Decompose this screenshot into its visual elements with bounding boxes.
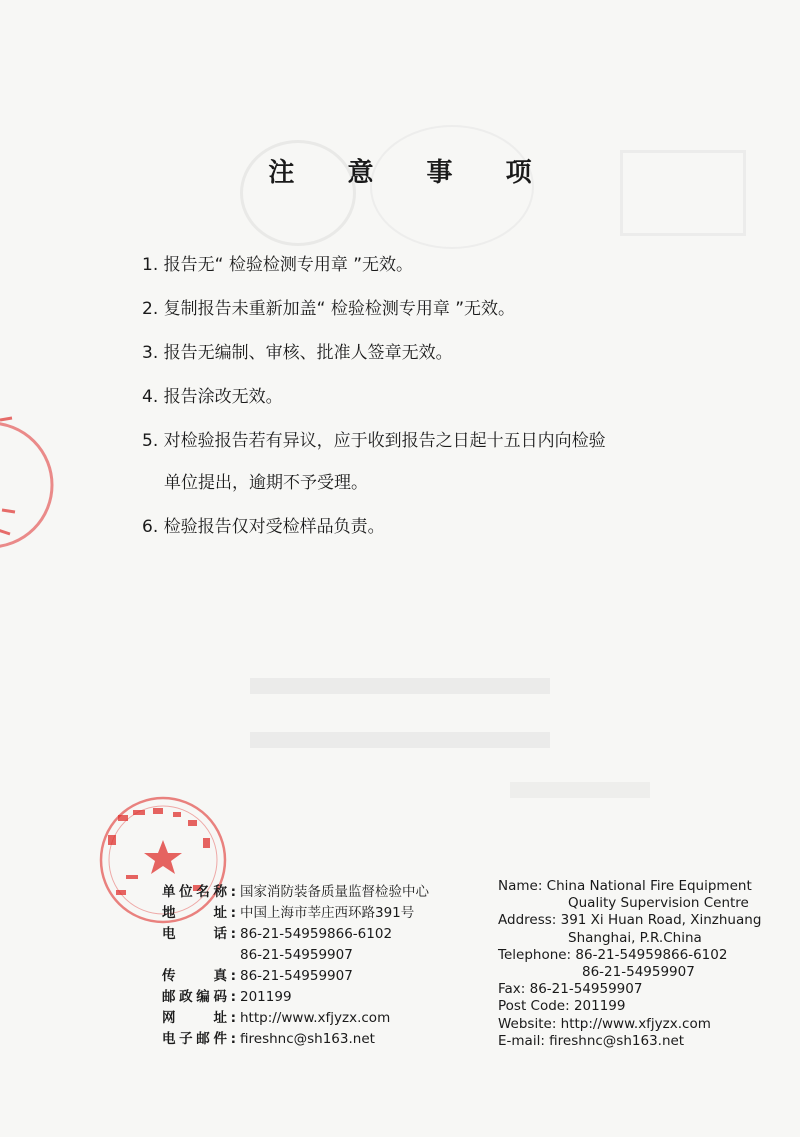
website-value: http://www.xfjyzx.com <box>240 1010 391 1026</box>
page-title: 注 意 事 项 <box>268 158 554 188</box>
contact-row-fax <box>162 966 429 987</box>
notice-number: 1. <box>142 255 159 275</box>
website-label: 网 址: <box>162 1010 236 1026</box>
en-name-line2: Quality Supervision Centre <box>568 895 749 912</box>
email-value: fireshnc@sh163.net <box>240 1031 375 1047</box>
notice-number: 4. <box>142 387 159 407</box>
en-fax: Fax: 86-21-54959907 <box>498 981 643 998</box>
notice-item <box>142 296 762 322</box>
notice-list <box>142 252 762 558</box>
en-telephone-line2: 86-21-54959907 <box>582 964 695 981</box>
notice-continuation: 单位提出，逾期不予受理。 <box>164 473 368 493</box>
address-value: 中国上海市莘庄西环路391号 <box>240 905 415 921</box>
email-label: 电子邮件: <box>162 1031 236 1047</box>
contact-row-address <box>162 903 429 924</box>
notice-number: 3. <box>142 343 159 363</box>
fax-value: 86-21-54959907 <box>240 968 353 984</box>
fax-label: 传 真: <box>162 968 236 984</box>
address-label: 地 址: <box>162 905 236 921</box>
contact-block-chinese <box>162 882 429 1050</box>
contact-block-english <box>498 878 761 1050</box>
phone-label: 电 话: <box>162 926 236 942</box>
notice-number: 6. <box>142 517 159 537</box>
en-address-line1: Address: 391 Xi Huan Road, Xinzhuang <box>498 912 762 929</box>
en-website: Website: http://www.xfjyzx.com <box>498 1015 711 1032</box>
postcode-label: 邮政编码: <box>162 989 236 1005</box>
en-postcode: Post Code: 201199 <box>498 998 626 1015</box>
notice-number: 5. <box>142 431 159 451</box>
contact-row-website <box>162 1008 429 1029</box>
postcode-value: 201199 <box>240 989 292 1005</box>
contact-row-postcode <box>162 987 429 1008</box>
notice-text: 复制报告未重新加盖“ 检验检测专用章 ”无效。 <box>163 299 516 319</box>
organization-name: 国家消防装备质量监督检验中心 <box>240 884 429 900</box>
notice-item <box>142 428 762 496</box>
name-label: 单位名称: <box>162 884 236 900</box>
notice-item <box>142 252 762 278</box>
en-address-line2: Shanghai, P.R.China <box>568 929 702 946</box>
ghost-line <box>250 678 550 694</box>
en-email: E-mail: fireshnc@sh163.net <box>498 1032 685 1049</box>
contact-row-phone-2 <box>162 945 429 966</box>
phone-value: 86-21-54959866-6102 <box>240 926 393 942</box>
notice-text: 检验报告仅对受检样品负责。 <box>163 517 385 537</box>
contact-row-name <box>162 882 429 903</box>
notice-item <box>142 514 762 540</box>
notice-number: 2. <box>142 299 159 319</box>
ghost-line <box>250 732 550 748</box>
notice-text: 报告涂改无效。 <box>163 387 283 407</box>
notice-item <box>142 384 762 410</box>
notice-text: 报告无“ 检验检测专用章 ”无效。 <box>163 255 414 275</box>
phone-value-2: 86-21-54959907 <box>240 947 353 963</box>
contact-row-phone <box>162 924 429 945</box>
contact-row-email <box>162 1029 429 1050</box>
red-seal-stamp-left <box>0 400 60 570</box>
notice-text: 报告无编制、审核、批准人签章无效。 <box>163 343 453 363</box>
notice-text: 对检验报告若有异议，应于收到报告之日起十五日内向检验 <box>163 431 606 451</box>
notice-item <box>142 340 762 366</box>
ghost-line <box>510 782 650 798</box>
en-name-line1: Name: China National Fire Equipment <box>498 878 752 894</box>
en-telephone-line1: Telephone: 86-21-54959866-6102 <box>498 946 728 963</box>
